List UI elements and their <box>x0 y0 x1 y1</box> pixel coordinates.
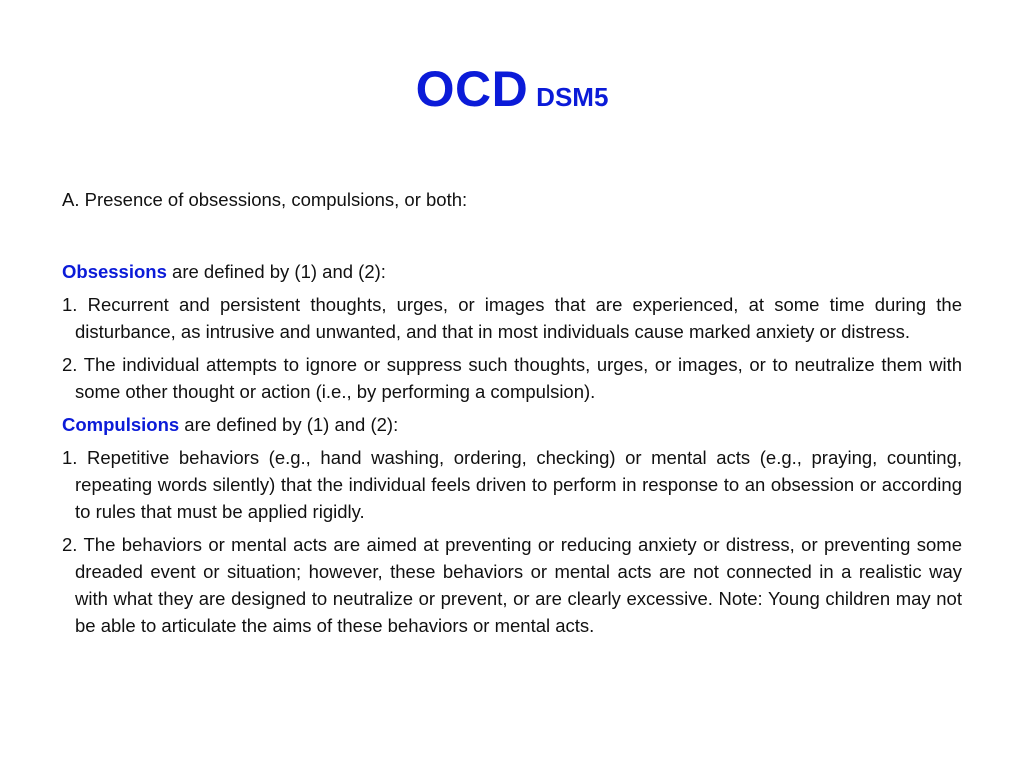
obsessions-term: Obsessions <box>62 261 167 282</box>
obsession-item-1: 1. Recurrent and persistent thoughts, urges, or images that are experienced, at some time during the disturbance, as intrusive and unwanted, and that in most individuals cause marked anxiety or distress. <box>62 294 962 342</box>
compulsions-definition: are defined by (1) and (2): <box>179 414 399 435</box>
compulsion-item-1: 1. Repetitive behaviors (e.g., hand washing, ordering, checking) or mental acts (e.g., praying, counting, repeating words silently) that the individual feels driven to perform in response to an obsession or according to rules that must be applied rigidly. <box>62 447 962 522</box>
slide-body <box>62 186 962 639</box>
compulsion-item-2: 2. The behaviors or mental acts are aimed at preventing or reducing anxiety or distress, or preventing some dreaded event or situation; however, these behaviors or mental acts are not connected in a realistic way with what they are designed to neutralize or prevent, or are clearly excessive. Note: Young children may not be able to articulate the aims of these behaviors or mental acts. <box>62 534 962 636</box>
title-sub: DSM5 <box>536 82 609 112</box>
compulsions-term: Compulsions <box>62 414 180 435</box>
compulsions-heading <box>62 411 962 438</box>
obsession-item-2: 2. The individual attempts to ignore or suppress such thoughts, urges, or images, or to neutralize them with some other thought or action (i.e., by performing a compulsion). <box>62 354 962 402</box>
obsessions-heading <box>62 258 962 285</box>
obsessions-definition: are defined by (1) and (2): <box>166 261 386 282</box>
spacer <box>62 213 962 252</box>
criterion-a: A. Presence of obsessions, compulsions, or both: <box>62 189 468 210</box>
slide-title <box>0 61 1024 117</box>
title-main: OCD <box>415 61 529 117</box>
